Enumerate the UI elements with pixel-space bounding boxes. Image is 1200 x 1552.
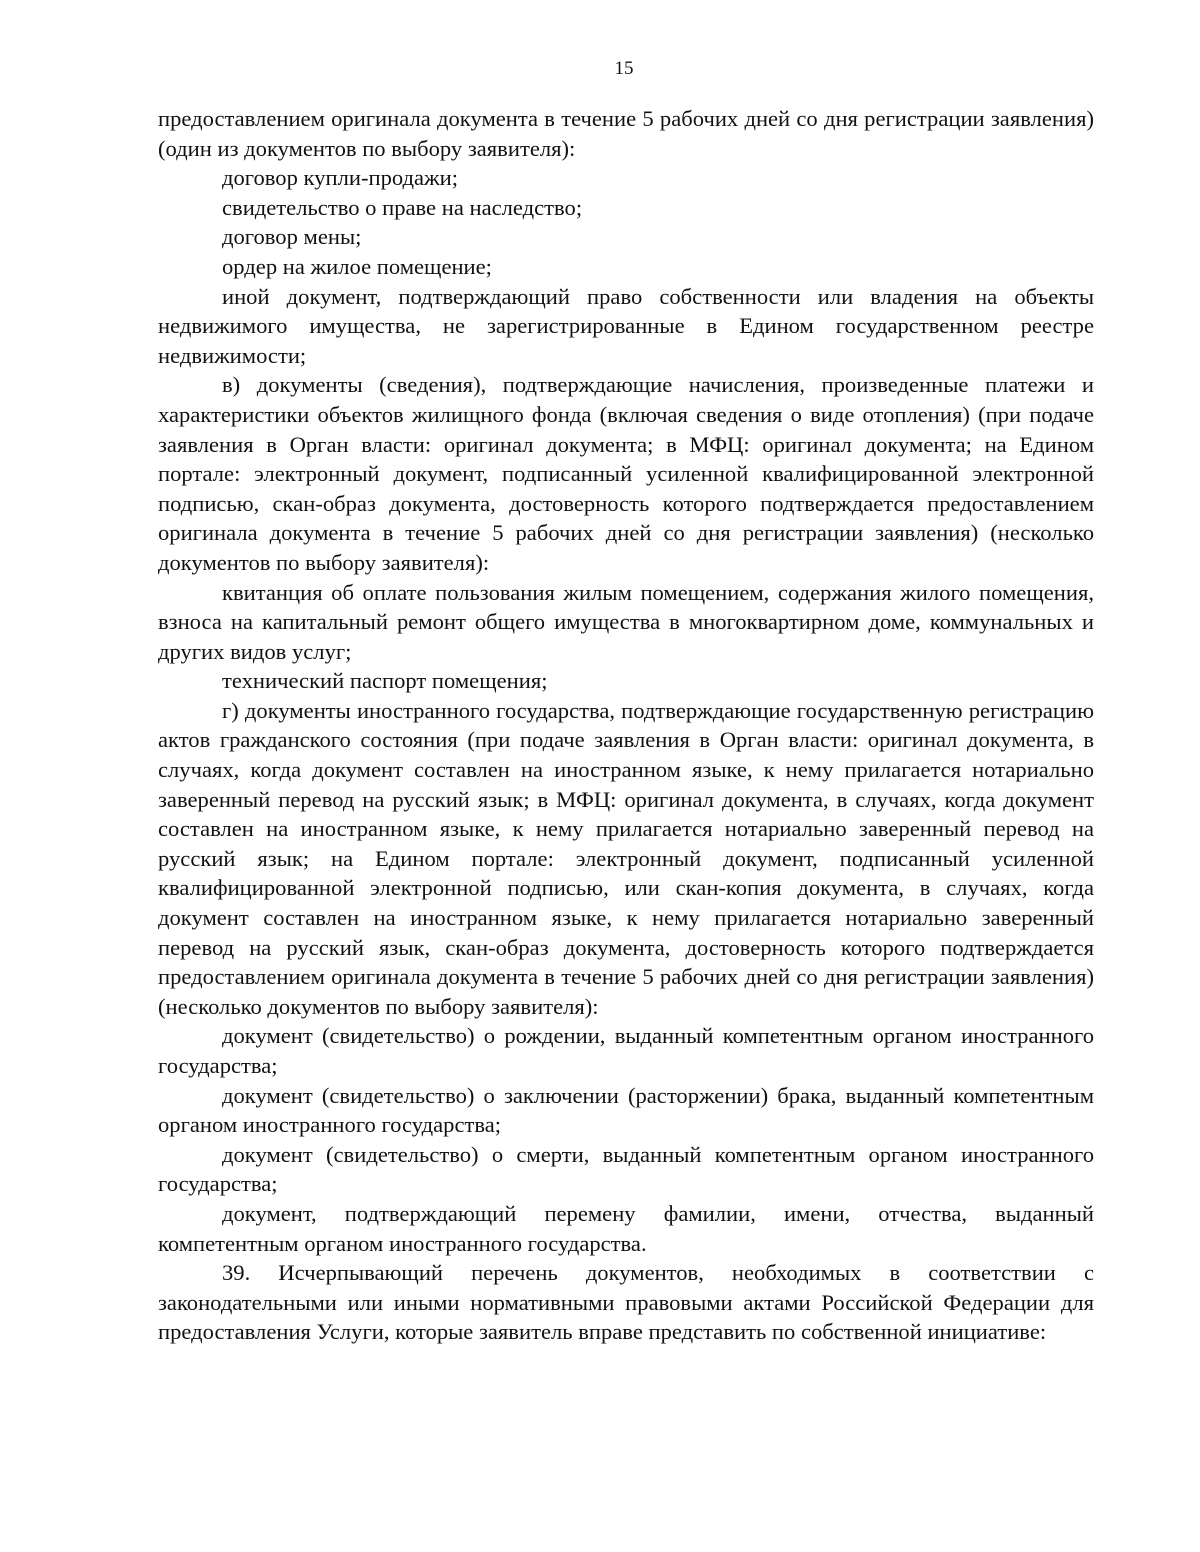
paragraph-item-g: г) документы иностранного государства, подтверждающие государственную регистрацию актов гражданского состояния (при подаче заявления в Орган власти: оригинал документа, в случаях, когда документ составлен на иностранном языке, к нему прилагается нотариально заверенный перевод на русский язык; в МФЦ: оригинал документа, в случаях, когда документ составлен на иностранном языке, к нему прилагается нотариально заверенный перевод на русский язык; на Едином портале: электронный документ, подписанный усиленной квалифицированной электронной подписью, или скан-копия документа, в случаях, когда документ составлен на иностранном языке, к нему прилагается нотариально заверенный перевод на русский язык, скан-образ документа, достоверность которого подтверждается предоставлением оригинала документа в течение 5 рабочих дней со дня регистрации заявления) (несколько документов по выбору заявителя): [158,697,1094,1019]
list-item-birth-certificate: документ (свидетельство) о рождении, выданный компетентным органом иностранного государства; [158,1023,1094,1078]
list-item-name-change-document: документ, подтверждающий перемену фамилии, имени, отчества, выданный компетентным органом иностранного государства. [158,1200,1094,1256]
list-item-marriage-certificate: документ (свидетельство) о заключении (расторжении) брака, выданный компетентным органом иностранного государства; [158,1082,1094,1138]
list-item-other-ownership-document: иной документ, подтверждающий право собственности или владения на объекты недвижимого имущества, не зарегистрированные в Едином государственном реестре недвижимости; [158,283,1094,368]
list-item-housing-order: ордер на жилое помещение; [222,253,492,279]
document-body [158,104,1094,1347]
list-item-technical-passport: технический паспорт помещения; [222,668,548,694]
page-number: 15 [614,58,634,79]
list-item-payment-receipt: квитанция об оплате пользования жилым помещением, содержания жилого помещения, взноса на капитальный ремонт общего имущества в многоквартирном доме, коммунальных и других видов услуг; [158,579,1094,664]
paragraph-39: 39. Исчерпывающий перечень документов, необходимых в соответствии с законодательными или иными нормативными правовыми актами Российской Федерации для предоставления Услуги, которые заявитель вправе представить по собственной инициативе: [158,1260,1094,1345]
paragraph-continuation: предоставлением оригинала документа в течение 5 рабочих дней со дня регистрации заявления) (один из документов по выбору заявителя): [158,106,1094,161]
list-item-exchange-contract: договор мены; [222,224,362,250]
paragraph-item-v: в) документы (сведения), подтверждающие начисления, произведенные платежи и характеристики объектов жилищного фонда (включая сведения о виде отопления) (при подаче заявления в Орган власти: оригинал документа; в МФЦ: оригинал документа; на Едином портале: электронный документ, подписанный усиленной квалифицированной электронной подписью, скан-образ документа, достоверность которого подтверждается предоставлением оригинала документа в течение 5 рабочих дней со дня регистрации заявления) (несколько документов по выбору заявителя): [158,372,1094,575]
list-item-death-certificate: документ (свидетельство) о смерти, выданный компетентным органом иностранного государства; [158,1141,1094,1197]
list-item-sale-contract: договор купли-продажи; [222,165,459,191]
list-item-inheritance-certificate: свидетельство о праве на наследство; [222,194,583,220]
